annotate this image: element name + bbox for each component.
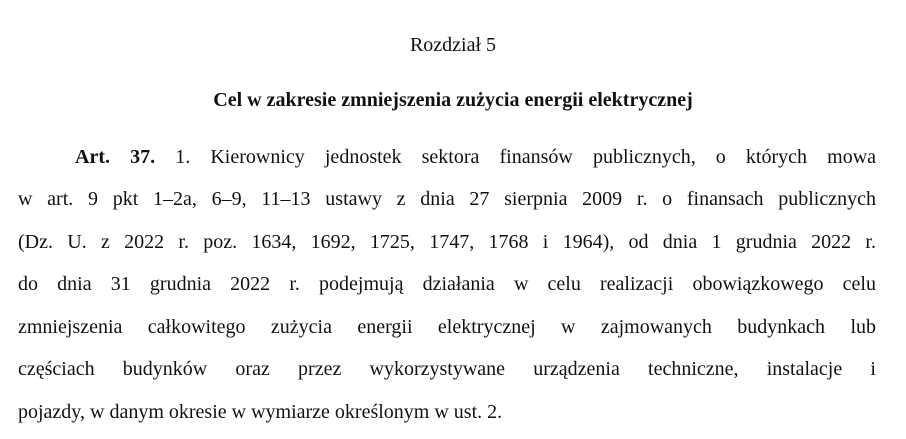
- chapter-number: Rozdział 5: [409, 34, 497, 56]
- article-line: pojazdy, w danym okresie w wymiarze określonym w ust. 2.: [18, 401, 503, 423]
- article-line-text: 1. Kierownicy jednostek sektora finansów publicznych, o których mowa: [175, 146, 877, 168]
- article-line: częściach budynków oraz przez wykorzystywane urządzenia techniczne, instalacje i: [18, 358, 876, 380]
- article-line: w art. 9 pkt 1–2a, 6–9, 11–13 ustawy z dnia 27 sierpnia 2009 r. o finansach publicznych: [18, 188, 876, 210]
- chapter-title: Cel w zakresie zmniejszenia zużycia energii elektrycznej: [213, 89, 693, 111]
- article-line: do dnia 31 grudnia 2022 r. podejmują działania w celu realizacji obowiązkowego celu: [18, 273, 876, 295]
- article-line: zmniejszenia całkowitego zużycia energii elektrycznej w zajmowanych budynkach lub: [18, 316, 876, 338]
- article-line: (Dz. U. z 2022 r. poz. 1634, 1692, 1725, 1747, 1768 i 1964), od dnia 1 grudnia 2022 r.: [18, 231, 876, 253]
- article-label: Art. 37.: [75, 146, 156, 168]
- article-line: [75, 145, 876, 169]
